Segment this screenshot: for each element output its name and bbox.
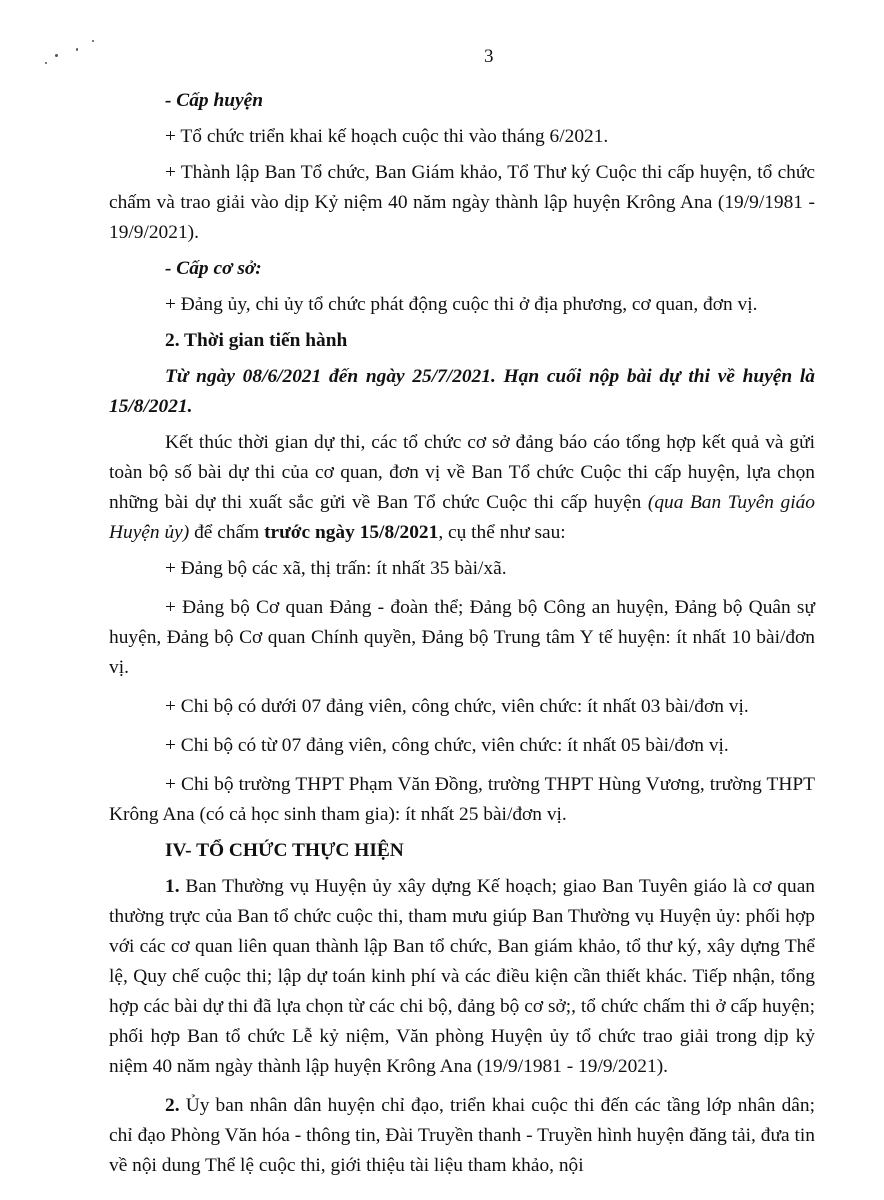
scan-speck [45, 62, 47, 64]
closing-italic: (qua Ban Tuyên giáo Huyện ủy) [109, 492, 815, 543]
paragraph: + Thành lập Ban Tổ chức, Ban Giám khảo, Tổ Thư ký Cuộc thi cấp huyện, tổ chức chấm và trao giải vào dịp Kỷ niệm 40 năm ngày thành lập huyện Krông Ana (19/9/1981 - 19/9/2021). [109, 162, 815, 243]
scan-speck [55, 54, 58, 57]
scan-speck [76, 48, 78, 51]
quota-item: + Chi bộ có dưới 07 đảng viên, công chức, viên chức: ít nhất 03 bài/đơn vị. [165, 696, 749, 717]
quota-item: + Đảng bộ Cơ quan Đảng - đoàn thể; Đảng bộ Công an huyện, Đảng bộ Quân sự huyện, Đảng bộ Cơ quan Chính quyền, Đảng bộ Trung tâm Y tế huyện: ít nhất 10 bài/đơn vị. [109, 597, 815, 678]
heading-cap-huyen: - Cấp huyện [165, 90, 264, 111]
deadline-paragraph: Từ ngày 08/6/2021 đến ngày 25/7/2021. Hạn cuối nộp bài dự thi về huyện là 15/8/2021. [109, 366, 815, 417]
quota-item: + Chi bộ trường THPT Phạm Văn Đồng, trường THPT Hùng Vương, trường THPT Krông Ana (có cả học sinh tham gia): ít nhất 25 bài/đơn vị. [109, 774, 815, 825]
numbered-paragraph [109, 1091, 815, 1181]
closing-text: , cụ thể như sau: [438, 522, 566, 543]
document-body [109, 86, 815, 1181]
paragraph-number: 2. [165, 1095, 180, 1116]
paragraph: + Đảng ủy, chi ủy tổ chức phát động cuộc thi ở địa phương, cơ quan, đơn vị. [165, 294, 758, 315]
heading-cap-co-so: - Cấp cơ sở: [165, 258, 262, 279]
quota-item: + Chi bộ có từ 07 đảng viên, công chức, viên chức: ít nhất 05 bài/đơn vị. [165, 735, 729, 756]
scan-speck [92, 40, 94, 42]
paragraph-text: Ủy ban nhân dân huyện chỉ đạo, triển khai cuộc thi đến các tầng lớp nhân dân; chỉ đạo Phòng Văn hóa - thông tin, Đài Truyền thanh - Truyền hình huyện đăng tải, đưa tin về nội dung Thể lệ cuộc thi, giới thiệu tài liệu tham khảo, nội [109, 1095, 815, 1176]
closing-bold-date: trước ngày 15/8/2021 [264, 522, 439, 543]
paragraph: + Tổ chức triển khai kế hoạch cuộc thi vào tháng 6/2021. [165, 126, 609, 147]
closing-paragraph [109, 428, 815, 548]
paragraph-number: 1. [165, 876, 180, 897]
paragraph-text: Ban Thường vụ Huyện ủy xây dựng Kế hoạch; giao Ban Tuyên giáo là cơ quan thường trực của Ban tổ chức cuộc thi, tham mưu giúp Ban Thường vụ Huyện ủy: phối hợp với các cơ quan liên quan thành lập Ban tổ chức, Ban giám khảo, tổ thư ký, xây dựng Thể lệ, Quy chế cuộc thi; lập dự toán kinh phí và các điều kiện cần thiết khác. Tiếp nhận, tổng hợp các bài dự thi đã lựa chọn từ các chi bộ, đảng bộ cơ sở;, tổ chức chấm thi ở cấp huyện; phối hợp Ban tổ chức Lễ kỷ niệm, Văn phòng Huyện ủy tổ chức trao giải trong dịp kỷ niệm 40 năm ngày thành lập huyện Krông Ana (19/9/1981 - 19/9/2021). [109, 876, 815, 1077]
page-number: 3 [484, 46, 494, 67]
quota-item: + Đảng bộ các xã, thị trấn: ít nhất 35 bài/xã. [165, 558, 507, 579]
closing-text: Kết thúc thời gian dự thi, các tổ chức cơ sở đảng báo cáo tổng hợp kết quả và gửi toàn bộ số bài dự thi của cơ quan, đơn vị về Ban Tổ chức Cuộc thi cấp huyện, lựa chọn những bài dự thi xuất sắc gửi về Ban Tổ chức Cuộc thi cấp huyện [109, 432, 815, 513]
numbered-paragraph [109, 872, 815, 1082]
section-iv-heading: IV- TỔ CHỨC THỰC HIỆN [165, 840, 404, 861]
heading-thoi-gian: 2. Thời gian tiến hành [165, 330, 348, 351]
closing-text: để chấm [189, 522, 265, 543]
